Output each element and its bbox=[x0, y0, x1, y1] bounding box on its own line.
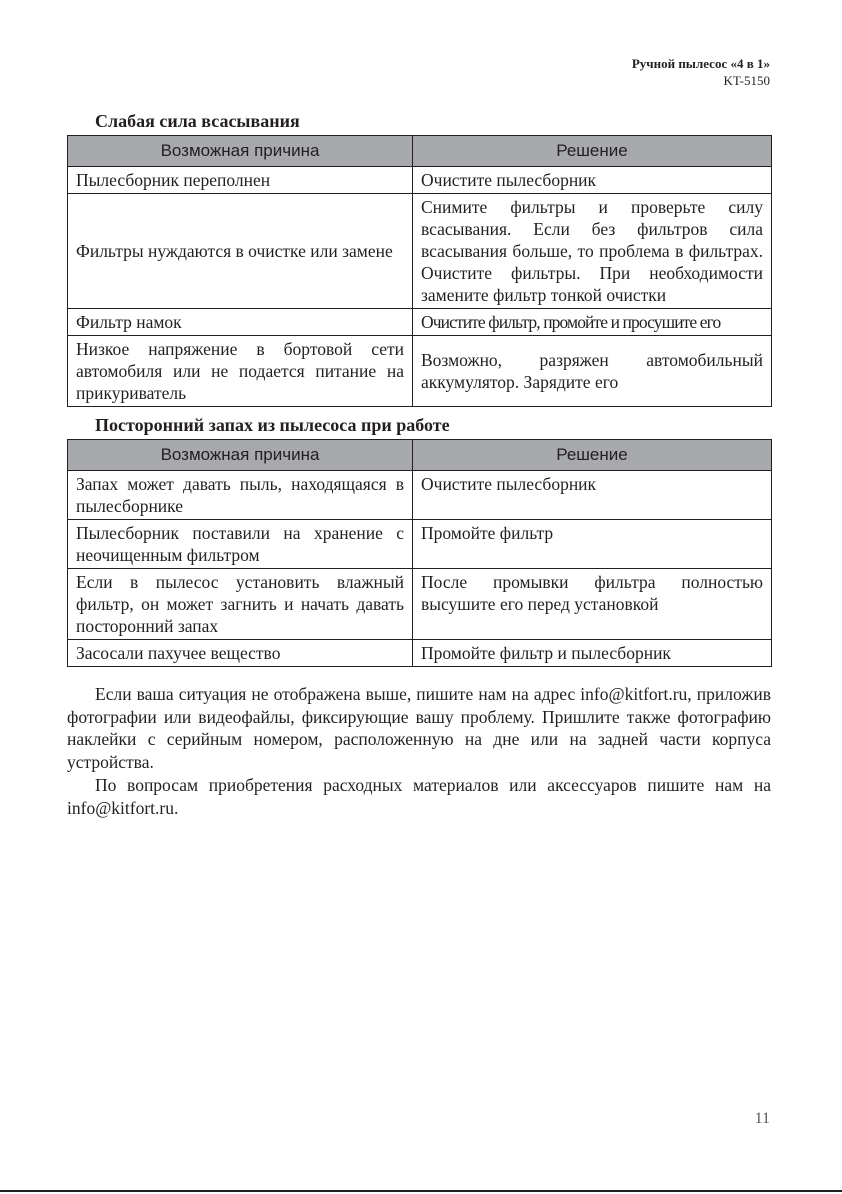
solution-cell: Возможно, разряжен автомобильный аккумулятор. Зарядите его bbox=[413, 336, 772, 407]
cause-cell: Запах может давать пыль, находящаяся в пылесборнике bbox=[68, 471, 413, 520]
section-title-weak-suction: Слабая сила всасывания bbox=[95, 111, 300, 131]
cause-cell: Засосали пахучее вещество bbox=[68, 640, 413, 667]
column-header-cause: Возможная причина bbox=[68, 440, 413, 471]
cause-cell: Пылесборник переполнен bbox=[68, 167, 413, 194]
cause-cell: Пылесборник поставили на хранение с неочищенным фильтром bbox=[68, 520, 413, 569]
table-row bbox=[68, 569, 772, 640]
table-row bbox=[68, 194, 772, 309]
table-row bbox=[68, 167, 772, 194]
troubleshooting-table-odor bbox=[67, 439, 772, 667]
section-title-odor: Посторонний запах из пылесоса при работе bbox=[95, 415, 450, 435]
page-header bbox=[632, 55, 770, 89]
product-title: Ручной пылесос «4 в 1» bbox=[631, 56, 770, 71]
solution-cell: Очистите пылесборник bbox=[413, 471, 772, 520]
cause-cell: Если в пылесос установить влажный фильтр, он может загнить и начать давать посторонний запах bbox=[68, 569, 413, 640]
column-header-cause: Возможная причина bbox=[68, 136, 413, 167]
table-header-row bbox=[68, 440, 772, 471]
table-row bbox=[68, 640, 772, 667]
table-row bbox=[68, 471, 772, 520]
column-header-solution: Решение bbox=[413, 440, 772, 471]
table-row bbox=[68, 336, 772, 407]
solution-cell: Промойте фильтр и пылесборник bbox=[413, 640, 772, 667]
contact-paragraph: Если ваша ситуация не отображена выше, пишите нам на адрес info@kitfort.ru, приложив фотографии или видеофайлы, фиксирующие вашу проблему. Пришлите также фотографию наклейки с серийным номером, расположенную на дне или на задней части корпуса устройства. bbox=[67, 684, 771, 772]
solution-cell: Очистите пылесборник bbox=[413, 167, 772, 194]
solution-cell: Промойте фильтр bbox=[413, 520, 772, 569]
table-header-row bbox=[68, 136, 772, 167]
accessories-paragraph: По вопросам приобретения расходных материалов или аксессуаров пишите нам на info@kitfort.ru. bbox=[67, 775, 771, 818]
page-number: 11 bbox=[754, 1110, 770, 1127]
troubleshooting-table-suction bbox=[67, 135, 772, 407]
solution-cell: После промывки фильтра полностью высушите его перед установкой bbox=[413, 569, 772, 640]
table-row bbox=[68, 309, 772, 336]
cause-cell: Фильтр намок bbox=[68, 309, 413, 336]
cause-cell: Фильтры нуждаются в очистке или замене bbox=[68, 194, 413, 309]
solution-cell: Снимите фильтры и проверьте силу всасывания. Если без фильтров сила всасывания больше, то проблема в фильтрах. Очистите фильтры. При необходимости замените фильтр тонкой очистки bbox=[413, 194, 772, 309]
product-model: KT-5150 bbox=[723, 73, 770, 88]
cause-cell: Низкое напряжение в бортовой сети автомобиля или не подается питание на прикуриватель bbox=[68, 336, 413, 407]
bottom-rule bbox=[0, 1190, 842, 1192]
column-header-solution: Решение bbox=[413, 136, 772, 167]
solution-cell: Очистите фильтр, промойте и просушите его bbox=[413, 309, 772, 336]
table-row bbox=[68, 520, 772, 569]
